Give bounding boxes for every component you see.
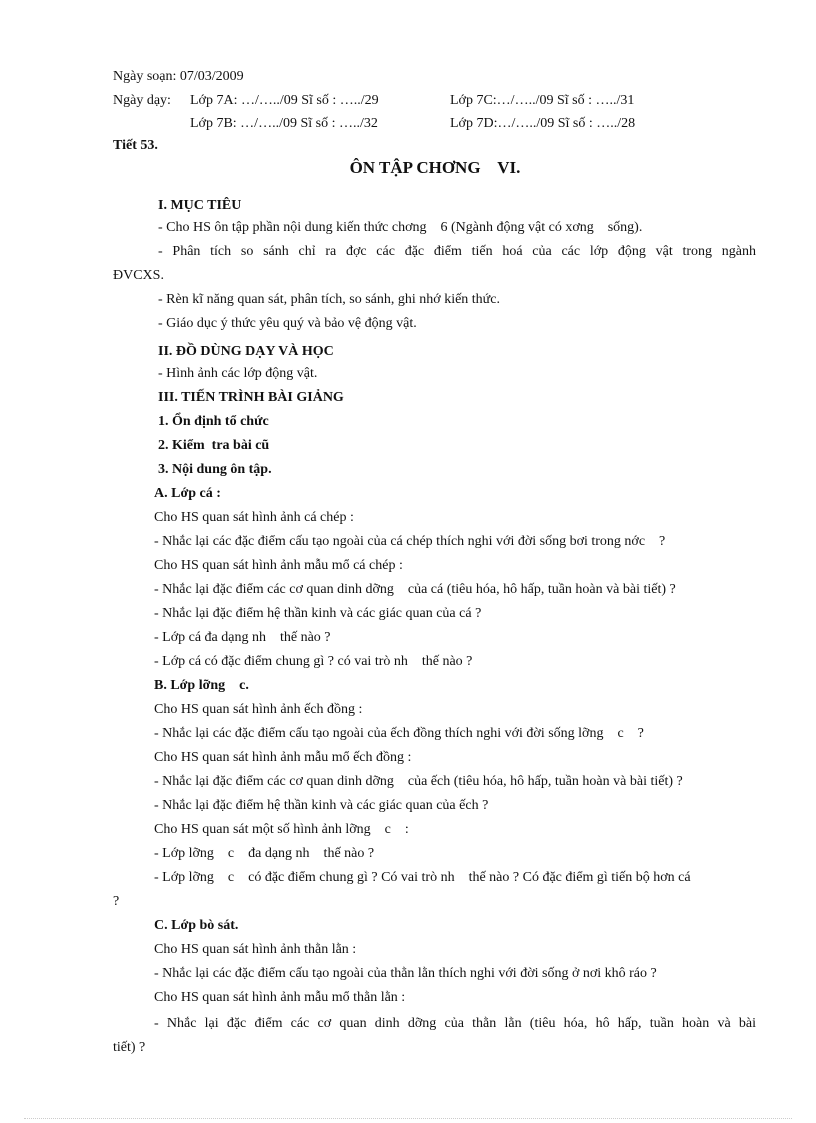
lop-ca-heading: A. Lớp cá :	[154, 486, 221, 501]
tiet: Tiết 53.	[113, 138, 158, 153]
lop-7c: Lớp 7C:…/…../09 Sĩ số : …../31	[450, 93, 635, 108]
lop-bosat-line: - Nhắc lại đặc điểm các cơ quan dinh dỡng của thằn lằn (tiêu hóa, hô hấp, tuần hoàn và bài	[154, 1016, 756, 1031]
lop-long-line: - Nhắc lại đặc điểm các cơ quan dinh dỡng của ếch (tiêu hóa, hô hấp, tuần hoàn và bài tiết) ?	[154, 774, 683, 789]
section-1-heading: I. MỤC TIÊU	[158, 198, 242, 213]
subsection-heading: 2. Kiểm tra bài cũ	[158, 438, 270, 453]
section-1-item: - Cho HS ôn tập phần nội dung kiến thức chơng 6 (Ngành động vật có xơng sống).	[158, 220, 643, 235]
lop-7d: Lớp 7D:…/…../09 Sĩ số : …../28	[450, 116, 636, 131]
lop-bosat-line-cont: tiết) ?	[113, 1040, 146, 1055]
lop-long-line-cont: ?	[113, 894, 120, 909]
lop-long-line: - Lớp lỡng c đa dạng nh thế nào ?	[154, 846, 375, 861]
lop-ca-line: - Nhắc lại đặc điểm hệ thần kinh và các giác quan của cá ?	[154, 606, 482, 621]
lop-7b: Lớp 7B: …/…../09 Sĩ số : …../32	[190, 116, 378, 131]
lop-bosat-line: - Nhắc lại các đặc điểm cấu tạo ngoài của thằn lằn thích nghi với đời sống ở nơi khô ráo ?	[154, 966, 657, 981]
ngay-day-label: Ngày dạy:	[113, 93, 171, 108]
lop-long-line: - Nhắc lại các đặc điểm cấu tạo ngoài của ếch đồng thích nghi với đời sống lỡng c ?	[154, 726, 644, 741]
section-1-item: - Rèn kĩ năng quan sát, phân tích, so sánh, ghi nhớ kiến thức.	[158, 292, 500, 307]
lop-long-line: - Nhắc lại đặc điểm hệ thần kinh và các giác quan của ếch ?	[154, 798, 489, 813]
lop-long-line: Cho HS quan sát hình ảnh ếch đồng :	[154, 702, 363, 717]
section-1-item: - Phân tích so sánh chỉ ra đợc các đặc điểm tiến hoá của các lớp động vật trong ngành	[158, 244, 756, 259]
subsection-heading: 1. Ổn định tổ chức	[158, 414, 269, 429]
lop-bosat-line: Cho HS quan sát hình ảnh thằn lằn :	[154, 942, 357, 957]
lop-long-line: - Lớp lỡng c có đặc điểm chung gì ? Có vai trò nh thế nào ? Có đặc điểm gì tiến bộ hơn cá	[154, 870, 691, 885]
ngay-soan: Ngày soạn: 07/03/2009	[113, 69, 244, 84]
section-2-heading: II. ĐỒ DÙNG DẠY VÀ HỌC	[158, 344, 334, 359]
lop-long-heading: B. Lớp lỡng c.	[154, 678, 249, 693]
section-2-item: - Hình ảnh các lớp động vật.	[158, 366, 318, 381]
lop-ca-line: - Lớp cá có đặc điểm chung gì ? có vai trò nh thế nào ?	[154, 654, 473, 669]
lop-bosat-heading: C. Lớp bò sát.	[154, 918, 239, 933]
lop-7a: Lớp 7A: …/…../09 Sĩ số : …../29	[190, 93, 379, 108]
lop-bosat-line: Cho HS quan sát hình ảnh mẫu mổ thằn lằn :	[154, 990, 406, 1005]
lop-ca-line: - Nhắc lại đặc điểm các cơ quan dinh dỡng của cá (tiêu hóa, hô hấp, tuần hoàn và bài tiết) ?	[154, 582, 676, 597]
page-title: ÔN TẬP CHƠNG VI.	[349, 158, 521, 177]
lop-long-line: Cho HS quan sát hình ảnh mẫu mổ ếch đồng :	[154, 750, 412, 765]
lop-long-line: Cho HS quan sát một số hình ảnh lỡng c :	[154, 822, 409, 837]
subsection-heading: 3. Nội dung ôn tập.	[158, 462, 272, 477]
lop-ca-line: Cho HS quan sát hình ảnh cá chép :	[154, 510, 354, 525]
section-1-item: - Giáo dục ý thức yêu quý và bảo vệ động vật.	[158, 316, 417, 331]
section-1-item-cont: ĐVCXS.	[113, 268, 164, 283]
section-3-heading: III. TIẾN TRÌNH BÀI GIẢNG	[158, 390, 344, 405]
lop-ca-line: Cho HS quan sát hình ảnh mẫu mổ cá chép :	[154, 558, 403, 573]
page-bottom-rule	[24, 1118, 792, 1119]
lop-ca-line: - Lớp cá đa dạng nh thế nào ?	[154, 630, 331, 645]
lop-ca-line: - Nhắc lại các đặc điểm cấu tạo ngoài của cá chép thích nghi với đời sống bơi trong nớc ?	[154, 534, 666, 549]
